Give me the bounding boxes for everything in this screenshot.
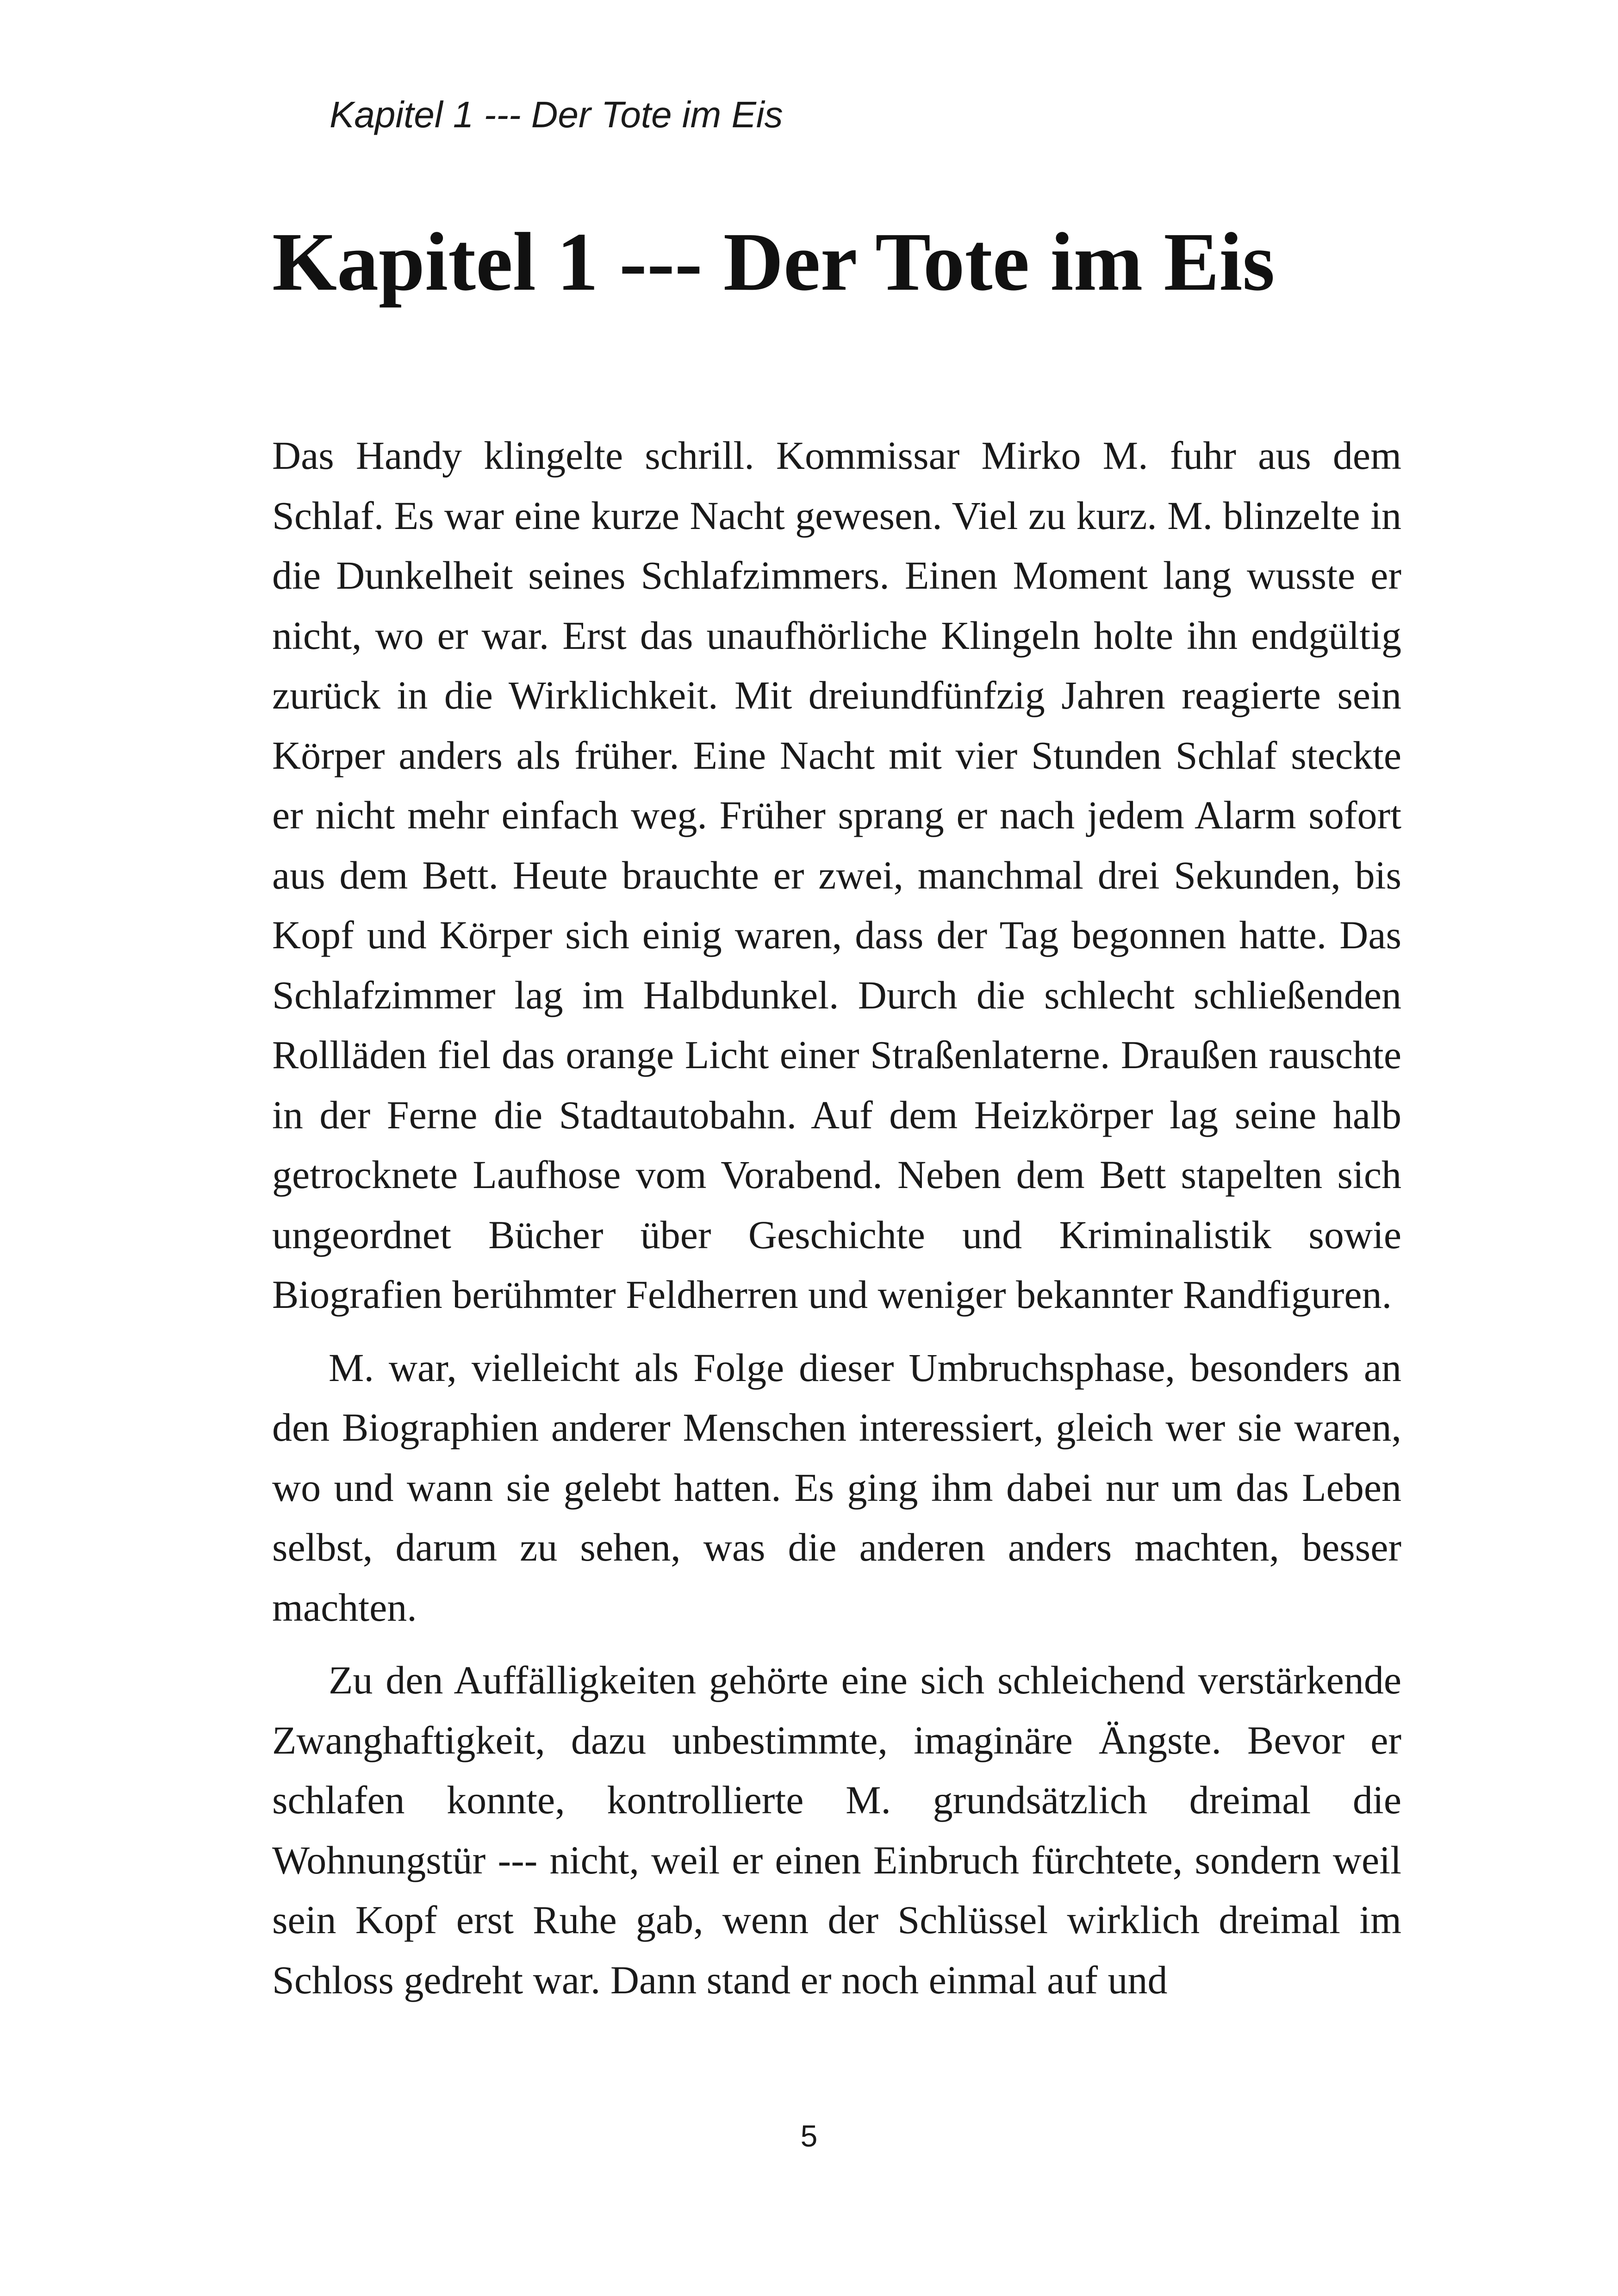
running-header: Kapitel 1 --- Der Tote im Eis xyxy=(330,94,783,135)
chapter-title: Kapitel 1 --- Der Tote im Eis xyxy=(272,216,1275,308)
paragraph: M. war, vielleicht als Folge dieser Umbruchsphase, besonders an den Biographien anderer Menschen interessiert, gleich wer sie waren, wo und wann sie gelebt hatten. Es ging ihm dabei nur um das Leben selbst, darum zu sehen, was die anderen anders machten, besser machten. xyxy=(272,1345,1401,1630)
paragraph: Zu den Auffälligkeiten gehörte eine sich schleichend verstärkende Zwanghaftigkeit, dazu unbestimmte, imaginäre Ängste. Bevor er schlafen konnte, kontrollierte M. grundsätzlich dreimal die Wohnungstür --- nicht, weil er einen Einbruch fürchtete, sondern weil sein Kopf erst Ruhe gab, wenn der Schlüssel wirklich dreimal im Schloss gedreht war. Dann stand er noch einmal auf und xyxy=(272,1658,1401,2002)
paragraph: Das Handy klingelte schrill. Kommissar Mirko M. fuhr aus dem Schlaf. Es war eine kurze Nacht gewesen. Viel zu kurz. M. blinzelte in die Dunkelheit seines Schlafzimmers. Einen Moment lang wusste er nicht, wo er war. Erst das unaufhörliche Klingeln holte ihn endgültig zurück in die Wirklichkeit. Mit dreiundfünfzig Jahren reagierte sein Körper anders als früher. Eine Nacht mit vier Stunden Schlaf steckte er nicht mehr einfach weg. Früher sprang er nach jedem Alarm sofort aus dem Bett. Heute brauchte er zwei, manchmal drei Sekunden, bis Kopf und Körper sich einig waren, dass der Tag begonnen hatte. Das Schlafzimmer lag im Halbdunkel. Durch die schlecht schließenden Rollläden fiel das orange Licht einer Straßenlaterne. Draußen rauschte in der Ferne die Stadtautobahn. Auf dem Heizkörper lag seine halb getrocknete Laufhose vom Vorabend. Neben dem Bett stapelten sich ungeordnet Bücher über Geschichte und Kriminalistik sowie Biografien berühmter Feldherren und weniger bekannter Randfiguren. xyxy=(272,433,1401,1317)
body-text xyxy=(272,426,1401,2010)
page-number: 5 xyxy=(800,2119,818,2153)
